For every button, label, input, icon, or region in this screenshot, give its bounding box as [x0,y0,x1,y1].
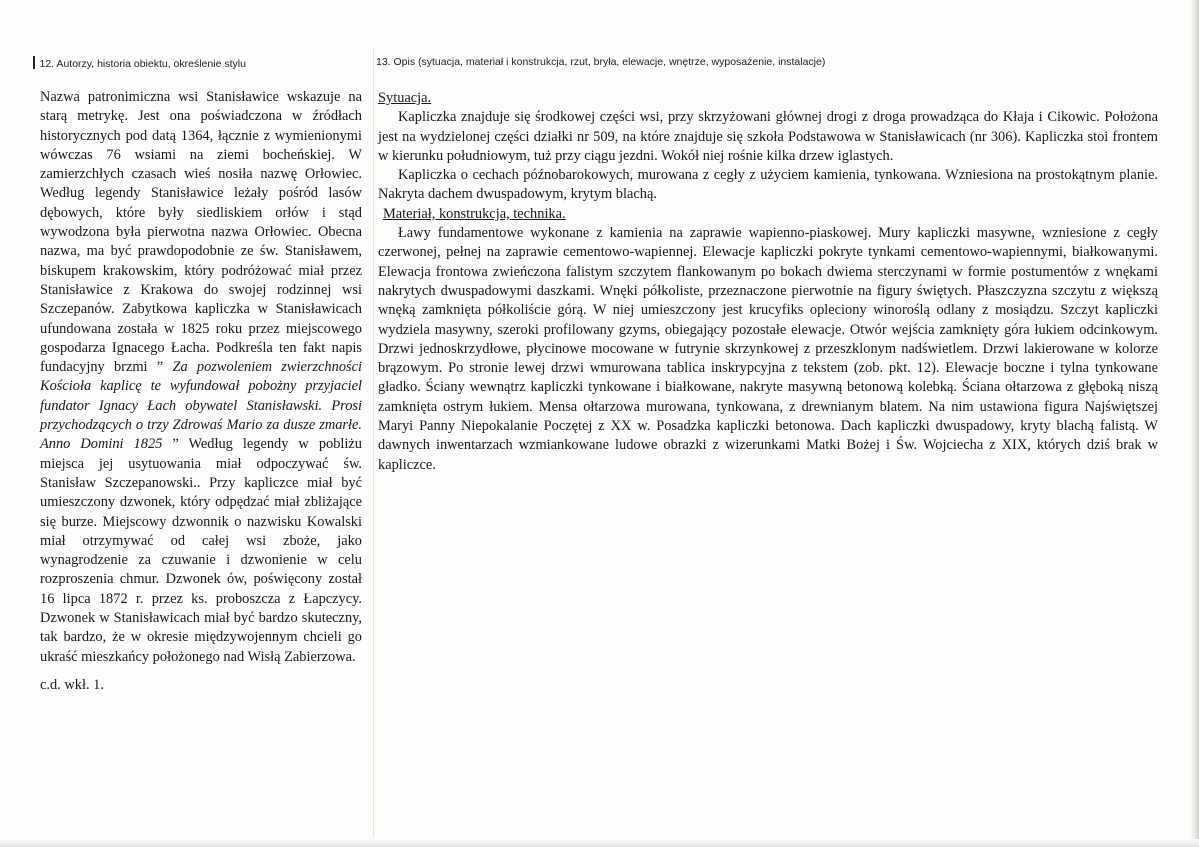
section-12-header: 12. Autorzy, historia obiektu, określenie stylu [33,56,246,70]
column-divider [373,48,374,838]
style-paragraph: Kapliczka o cechach późnobarokowych, murowana z cegły z użyciem kamienia, tynkowana. Wzniesiona na prostokątnym planie. Nakryta dachem dwuspadowym, krytym blachą. [378,167,1158,203]
page-edge-bottom [0,839,1199,847]
inscription-quote: Za pozwoleniem zwierzchności Kościoła kaplicę te wyfundował pobożny przyjaciel fundator Ignacy Łach obywatel Stanisławski. Prosi przychodzących o trzy Zdrowaś Mario za dusze zmarłe. Anno Domini 1825 [40,359,363,453]
section-13-header: 13. Opis (sytuacja, materiał i konstrukcja, rzut, bryła, elewacje, wnętrze, wyposażenie, instalacje) [376,56,826,68]
continuation-note: c.d. wkł. 1. [40,676,104,693]
history-column [40,88,362,695]
history-text: Nazwa patronimiczna wsi Stanisławice wskazuje na starą metrykę. Jest ona poświadczona w źródłach historycznych pod datą 1364, łącznie z wymienionymi wówczas 76 wsiami na ziemi bocheńskiej. W zamierzchłych czasach wieś nosiła nazwę Orłowiec. Według legendy Stanisławice leżały pośród lasów dębowych, które były siedliskiem orłów i stąd wywodzona była pierwotna nazwa Orłowiec. Obecna nazwa, ma być prawdopodobnie ze św. Stanisławem, biskupem krakowskim, który podróżować miał przez Stanisławice z Krakowa do swojej rodzinnej wsi Szczepanów. Zabytkowa kapliczka w Stanisławicach ufundowana została w 1825 roku przez miejscowego gospodarza Ignacego Łacha. Podkreśla ten fakt napis fundacyjny brzmi ” [40,89,362,376]
history-text-continued: ” Według legendy w pobliżu miejsca jej usytuowania miał odpoczywać św. Stanisław Szczepanowski.. Przy kapliczce miał być umieszczony dzwonek, który odpędzać miał zbliżające się burze. Miejscowy dzwonnik o nazwisku Kowalski miał otrzymywać od całej wsi zboże, jako wynagrodzenie za czuwanie i dzwonienie w celu rozproszenia chmur. Dzwonek ów, poświęcony został 16 lipca 1872 r. przez ks. proboszcza z Łapczycy. Dzwonek w Stanisławicach miał być bardzo skuteczny, tak bardzo, że w okresie międzywojennym chcieli go ukraść mieszkańcy położonego nad Wisłą Zabierzowa. [40,436,362,665]
situation-heading: Sytuacja. [378,90,432,106]
situation-paragraph: Kapliczka znajduje się środkowej części wsi, przy skrzyżowani głównej drogi z droga prowadząca do Kłaja i Cikowic. Położona jest na wydzielonej części działki nr 509, na które znajduje się szkoła Podstawowa w Stanisławicach (nr 306). Kapliczka stoi frontem w kierunku południowym, tuż przy ciągu jezdni. Wokół niej rośnie kilka drzew iglastych. [378,109,1158,164]
history-paragraph [40,88,362,667]
material-heading: Materiał, konstrukcja, technika. [383,205,566,222]
description-column [378,89,1158,475]
page-edge-right [1190,0,1199,847]
material-paragraph: Ławy fundamentowe wykonane z kamienia na zaprawie wapienno-piaskowej. Mury kapliczki masywne, wzniesione z cegły czerwonej, pełnej na zaprawie cementowo-wapiennej. Elewacje kapliczki pokryte tynkami cementowo-wapiennymi, białkowanymi. Elewacja frontowa zwieńczona falistym szczytem flankowanym po bokach dwiema sterczynami w formie postumentów z wnękami nakrytych dwuspadowymi daszkami. Wnęki półkoliste, przeznaczone pierwotnie na figury świętych. Płaszczyzna szczytu z większą wnęką zamknięta półkoliście górą. W niej umieszczony jest krucyfiks opleciony winoroślą odlany z mosiądzu. Szczyt kapliczki wydziela masywny, szeroki profilowany gzyms, obiegający pozostałe elewacje. Otwór wejścia zamknięty góra łukiem odcinkowym. Drzwi jednoskrzydłowe, płycinowe mocowane w futrynie skrzynkowej z przeszklonym nadświetlem. Drzwi lakierowane w kolorze brązowym. Po stronie lewej drzwi wmurowana tablica inskrypcyjna z tekstem (zob. pkt. 12). Elewacje boczne i tylna tynkowane gładko. Ściany wewnątrz kapliczki tynkowane i białkowane, nakryte masywną betonową kolebką. Ściana ołtarzowa z głęboką niszą zamknięta ostrym łukiem. Mensa ołtarzowa murowana, tynkowana, z drewnianym blatem. Na nim ustawiona figura Najświętszej Maryi Panny Niepokalanie Poczętej z XX w. Posadzka kapliczki betonowa. Dach kapliczki dwuspadowy, kryty blachą falistą. W dawnych inwentarzach wzmiankowane ludowe obrazki z wizerunkami Matki Bożej i Św. Wojciecha z XIX, których dziś brak w kapliczce. [378,225,1158,473]
